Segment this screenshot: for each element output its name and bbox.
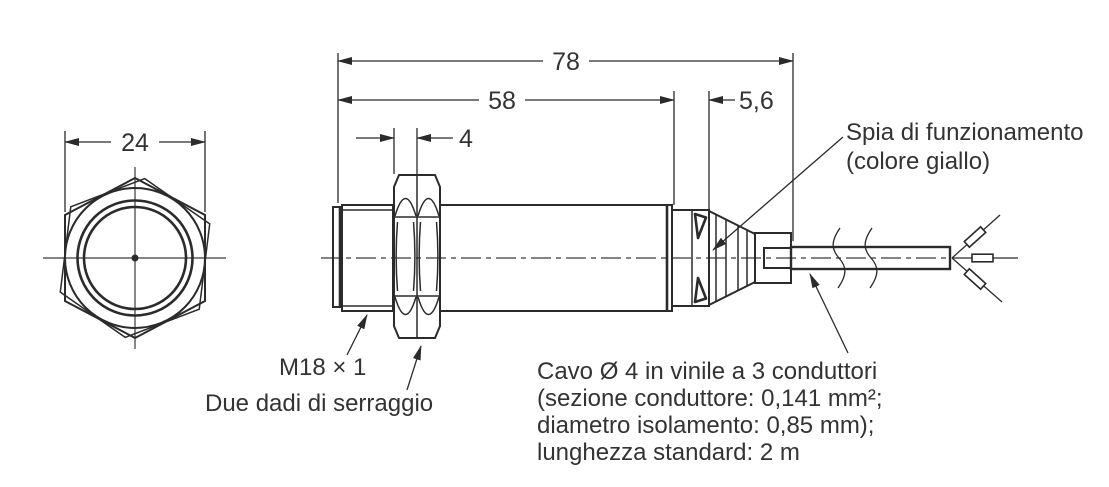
indicator-label-line2: (colore giallo) [846, 148, 991, 175]
centerlines [43, 167, 948, 349]
led-window-bottom [695, 278, 706, 302]
thread-label: M18 × 1 [279, 354, 367, 381]
thread-leader [347, 315, 367, 355]
dim-cap-label: 5,6 [739, 87, 774, 115]
dim-overall-label: 78 [552, 48, 580, 76]
indicator-label-line1: Spia di funzionamento [846, 119, 1084, 146]
dimension-lines [65, 48, 793, 241]
led-window-top [695, 214, 706, 238]
dimension-5-6 [709, 87, 774, 115]
nuts-label: Due dadi di serraggio [205, 390, 434, 417]
cable-label-line3: diametro isolamento: 0,85 mm); [537, 412, 875, 439]
dimension-78 [338, 48, 793, 76]
cable-label-line2: (sezione conduttore: 0,141 mm²; [537, 385, 883, 412]
cable-label-line4: lunghezza standard: 2 m [537, 439, 800, 466]
cable-leader [810, 274, 848, 353]
dimension-24 [65, 129, 205, 157]
wire-sleeve-middle [972, 254, 993, 262]
dim-body-label: 58 [488, 87, 516, 115]
nuts-leader [407, 346, 421, 390]
lock-nuts [394, 175, 440, 338]
sensing-face [333, 207, 342, 307]
dim-nut-label: 4 [459, 125, 473, 153]
dim-hex-label: 24 [121, 129, 149, 157]
wire-ends [952, 215, 1018, 302]
annotation-texts [205, 119, 1084, 466]
dimension-4 [356, 125, 473, 153]
center-dot [132, 255, 139, 262]
wire-sleeve-top [964, 227, 985, 247]
extension-lines [65, 53, 793, 241]
sensor-side-view [333, 175, 1018, 338]
break-mark-1 [833, 228, 845, 288]
dimension-58 [338, 87, 674, 115]
wire-sleeve-bottom [964, 269, 985, 289]
cable-label-line1: Cavo Ø 4 in vinile a 3 conduttori [537, 358, 878, 385]
